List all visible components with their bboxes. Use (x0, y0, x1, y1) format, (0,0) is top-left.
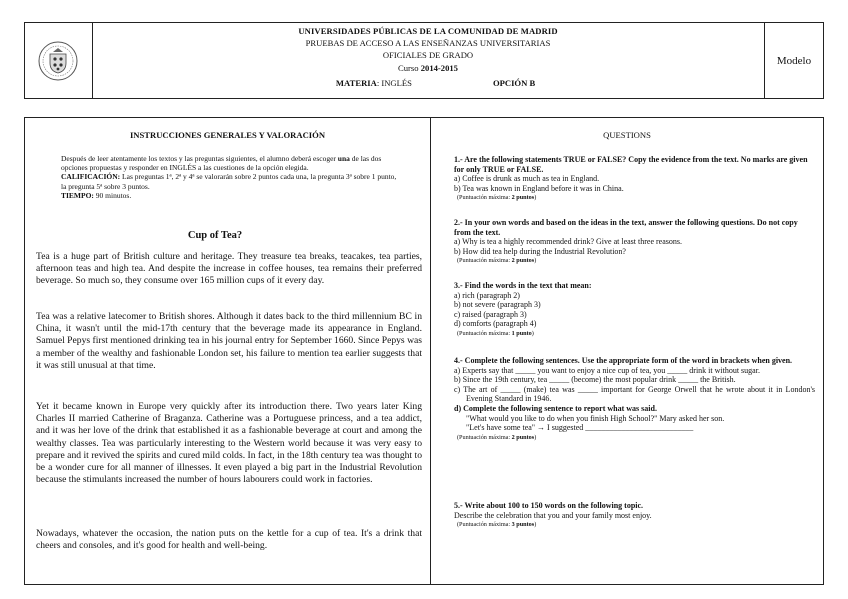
question-4-heading: 4.- Complete the following sentences. Use the appropriate form of the word in brackets when given. (454, 356, 793, 365)
course-prefix: Curso (398, 63, 419, 73)
question-1-item-b: b) Tea was known in England before it was in China. (454, 183, 624, 193)
question-4-item-c: c) The art of _____ (make) tea was _____ important for George Orwell that he wrote about it in London's Evening Standard in 1946. (454, 384, 815, 404)
question-4-item-d: d) Complete the following sentence to report what was said. (454, 403, 657, 413)
grading-paragraph (61, 172, 398, 190)
question-4-item-a: a) Experts say that _____ you want to enjoy a nice cup of tea, you _____ drink it without sugar. (454, 365, 760, 375)
question-1-item-a: a) Coffee is drunk as much as tea in England. (454, 174, 600, 184)
score-value: 1 punto (511, 329, 532, 337)
question-4-score (457, 433, 815, 443)
instructions-block (61, 154, 398, 200)
course-year: 2014-2015 (420, 63, 458, 73)
reading-paragraph-3: Yet it became known in Europe very quickly after its introduction there. Two years later King Charles II married Catherine of Braganza. Catherine was a Portuguese princess, and a tea addict, and it was her love of the drink that established it as a fashionable beverage at court and among the wealthy classes. Tea was particularly interesting to the Western world because it was very easy to prepare and it revived the spirits and cured mild colds. In fact, in the 18th century tea was thought to be a wonder cure for all manner of illnesses. It even played a big part in the Industrial Revolution because the stimulants increased the number of hours labourers could work in factories. (36, 401, 422, 486)
question-1-heading: 1.- Are the following statements TRUE or FALSE? Copy the evidence from the text. No marks are given for only TRUE or FALSE. (454, 155, 808, 174)
question-5-text: Describe the celebration that you and your family most enjoy. (454, 510, 652, 520)
instructions-title: INSTRUCCIONES GENERALES Y VALORACIÓN (129, 130, 326, 140)
exam-header (24, 22, 824, 99)
reading-paragraph-2: Tea was a relative latecomer to British shores. Although it dates back to the third millennium BC in China, it wasn't until the mid-17th century that the beverage made its appearance in England. Samuel Pepys first mentioned drinking tea in his journal entry for September 1660. Since Pepys was a member of the wealthy and fashionable London set, his failure to mention tea earlier suggests that it was still unusual at that time. (36, 311, 422, 371)
score-value: 2 puntos (511, 433, 535, 441)
model-label: Modelo (776, 54, 812, 67)
question-2-heading: 2.- In your own words and based on the ideas in the text, answer the following questions. Do not copy from the text. (454, 218, 798, 237)
exam-body (24, 117, 824, 585)
score-label: (Puntuación máxima: (457, 257, 512, 265)
instructions-text-b: una (337, 154, 350, 163)
score-label: (Puntuación máxima: (457, 194, 512, 202)
score-end: ) (534, 194, 537, 202)
score-end: ) (534, 433, 537, 441)
left-column (25, 118, 431, 584)
question-4 (454, 356, 815, 442)
question-2-item-a: a) Why is tea a highly recommended drink? Give at least three reasons. (454, 237, 682, 247)
grading-label: CALIFICACIÓN: (61, 172, 121, 182)
question-3-score (457, 329, 815, 339)
score-end: ) (534, 257, 537, 265)
question-3 (454, 281, 815, 339)
questions-title: QUESTIONS (603, 130, 651, 140)
subject-line (92, 78, 764, 88)
question-2-item-b: b) How did tea help during the Industrial Revolution? (454, 246, 626, 256)
instructions-text-a: Después de leer atentamente los textos y las preguntas siguientes, el alumno deberá escoger (61, 154, 336, 163)
question-3-item-b: b) not severe (paragraph 3) (454, 300, 541, 310)
time-label: TIEMPO: (61, 190, 94, 200)
grading-text: Las preguntas 1ª, 2ª y 4ª se valorarán sobre 2 puntos cada una, la pregunta 3ª sobre 1 punto, la pregunta 5ª sobre 3 puntos. (61, 172, 397, 191)
score-end: ) (534, 521, 537, 529)
score-value: 3 puntos (511, 521, 535, 529)
question-4-item-b: b) Since the 19th century, tea _____ (become) the most popular drink _____ the British. (454, 375, 736, 385)
question-3-heading: 3.- Find the words in the text that mean: (454, 281, 592, 290)
question-3-item-d: d) comforts (paragraph 4) (454, 319, 537, 329)
question-2 (454, 218, 815, 266)
question-4-reply: "Let's have some tea" → I suggested ___________________________ (466, 423, 694, 433)
time-paragraph (61, 191, 398, 200)
reading-paragraph-4: Nowadays, whatever the occasion, the nation puts on the kettle for a cup of tea. It's a drink that cheers and consoles, and it's good for health and well-being. (36, 528, 422, 552)
question-1 (454, 155, 815, 203)
score-value: 2 puntos (511, 257, 535, 265)
question-3-item-a: a) rich (paragraph 2) (454, 290, 520, 300)
university-title: UNIVERSIDADES PÚBLICAS DE LA COMUNIDAD DE MADRID (298, 26, 558, 36)
course-line (92, 63, 764, 73)
question-5-heading: 5.- Write about 100 to 150 words on the following topic. (454, 501, 644, 510)
option-label: OPCIÓN B (492, 78, 536, 88)
header-line-3: OFICIALES DE GRADO (382, 50, 474, 60)
subject-label: MATERIA (335, 78, 377, 88)
score-end: ) (531, 329, 534, 337)
score-label: (Puntuación máxima: (457, 521, 512, 529)
instructions-text-c: de las dos opciones propuestas y responder en INGLÉS a las cuestiones de la opción elegida. (61, 154, 382, 173)
score-label: (Puntuación máxima: (457, 329, 512, 337)
header-line-2: PRUEBAS DE ACCESO A LAS ENSEÑANZAS UNIVERSITARIAS (305, 38, 551, 48)
question-4-quote: "What would you like to do when you finish High School?" Mary asked her son. (466, 413, 725, 423)
question-1-score (457, 193, 815, 203)
score-value: 2 puntos (511, 194, 535, 202)
subject-value: : INGLÉS (376, 78, 412, 88)
question-5-score (457, 520, 815, 530)
university-seal-icon (38, 41, 78, 81)
reading-paragraph-1: Tea is a huge part of British culture and heritage. They treasure tea breaks, teacakes, tea parties, afternoon teas and high tea. And despite the increase in coffee houses, tea remains their preferred beverage. So much so, they consume over 165 million cups of it every day. (36, 251, 422, 287)
seal-cell (25, 23, 93, 98)
question-3-item-c: c) raised (paragraph 3) (454, 309, 527, 319)
question-2-score (457, 256, 815, 266)
header-center (92, 23, 765, 98)
score-label: (Puntuación máxima: (457, 433, 512, 441)
question-5 (454, 501, 815, 530)
time-text: 90 minutos. (93, 190, 132, 200)
reading-title: Cup of Tea? (187, 230, 243, 241)
instructions-paragraph (61, 154, 398, 172)
right-column (431, 118, 823, 584)
